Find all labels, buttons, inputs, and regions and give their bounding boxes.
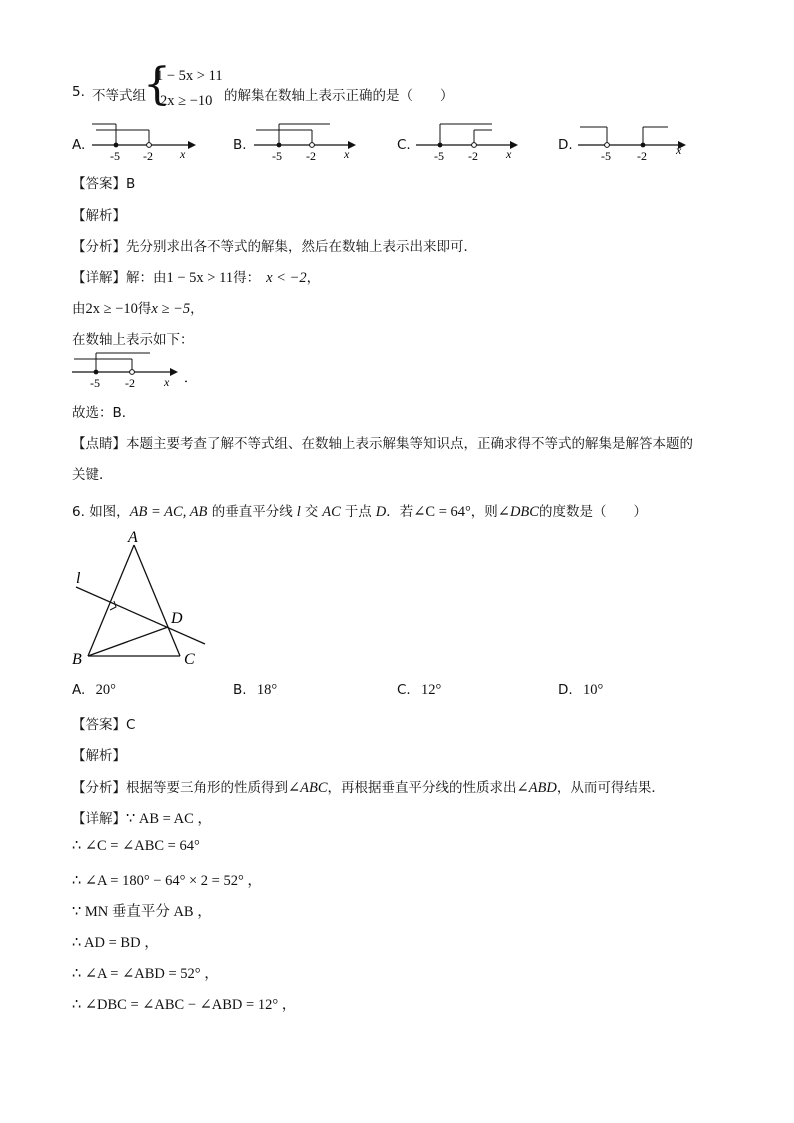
q5-prompt-suffix: 的解集在数轴上表示正确的是（ ） — [224, 88, 454, 104]
q6-option-b-letter: B. — [233, 682, 247, 698]
q6-label-b: B — [72, 651, 82, 668]
q6-prompt-f: AC — [322, 504, 341, 520]
q5-solution-tick-left: -5 — [90, 376, 100, 390]
q5-dianjing-tag: 【点睛】 — [72, 436, 126, 452]
q5-option-b-tick-right: -2 — [306, 149, 316, 163]
q5-answer: B — [126, 176, 136, 192]
q5-step2-e: ， — [190, 301, 204, 317]
q5-dianjing-line2: 关键． — [72, 467, 113, 483]
q6-detail-0: ∵ AB = AC ， — [126, 811, 212, 827]
q5-option-a-tick-right: -2 — [143, 149, 153, 163]
q6-fenxi-c: ，再根据垂直平分线的性质求出 — [327, 780, 517, 796]
q5-step2-d: x ≥ −5 — [151, 301, 191, 317]
q5-choose: 故选：B． — [72, 405, 136, 421]
q5-step2-c: 得 — [137, 301, 152, 317]
q6-option-c-letter: C. — [397, 682, 411, 698]
q6-prompt-l: ∠DBC — [497, 504, 539, 520]
bisector-line-l — [76, 587, 205, 644]
q5-solution-number-line — [66, 348, 206, 392]
q5-system-brace: { — [143, 59, 171, 110]
q5-option-b-number-line — [248, 118, 368, 164]
q5-option-d-var: x — [676, 143, 682, 157]
q5-fenxi: 先分别求出各不等式的解集，然后在数轴上表示出来即可． — [126, 239, 477, 255]
q6-analysis-tag: 【解析】 — [72, 748, 126, 764]
q6-prompt-c: 的垂直平分线 — [211, 504, 293, 520]
q5-option-a-var: x — [180, 147, 186, 161]
q5-solution-var: x — [164, 375, 170, 389]
q6-prompt-h: D — [375, 504, 387, 520]
q6-fenxi-line — [72, 776, 665, 797]
q5-step2-b: 2x ≥ −10 — [85, 301, 138, 317]
q6-fenxi-d: ∠ABD — [516, 780, 557, 796]
q5-option-d-number-line — [574, 118, 694, 164]
q6-label-c: C — [184, 651, 195, 668]
q6-prompt — [72, 500, 647, 521]
q5-xiangjie-tag: 【详解】 — [72, 270, 126, 286]
q6-prompt-d: l — [296, 504, 301, 520]
q5-step1-d: x < −2 — [266, 270, 307, 286]
q6-prompt-j: ∠C = 64° — [413, 504, 471, 520]
segment-bd — [88, 627, 168, 656]
q5-option-a-number-line — [84, 118, 204, 164]
q5-option-d-tick-left: -5 — [601, 149, 611, 163]
q6-fenxi-a: 根据等要三角形的性质得到 — [126, 780, 288, 796]
q6-label-a: A — [128, 529, 138, 546]
q6-detail-2: ∴ ∠A = 180° − 64° × 2 = 52° ， — [72, 873, 262, 889]
q6-number: 6. — [72, 504, 85, 520]
q6-answer-tag: 【答案】 — [72, 717, 126, 733]
q6-detail-line-1 — [72, 807, 212, 828]
q6-prompt-i: ．若 — [386, 504, 414, 520]
q5-solution-end: ． — [184, 370, 198, 385]
q5-option-c-number-line — [410, 118, 530, 164]
q6-prompt-a: 如图， — [89, 504, 130, 520]
q6-fenxi-e: ，从而可得结果． — [556, 780, 665, 796]
q5-option-a-tick-left: -5 — [110, 149, 120, 163]
q6-option-c-value: 12° — [421, 682, 442, 698]
q6-fenxi-b: ∠ABC — [288, 780, 328, 796]
q6-detail-4: ∴ AD = BD ， — [72, 935, 159, 951]
q5-prompt-prefix: 不等式组 — [92, 88, 146, 104]
q5-option-d-letter: D. — [558, 137, 573, 153]
q5-number: 5. — [72, 84, 85, 100]
q6-option-c — [397, 682, 441, 699]
q5-ineq1: 1 − 5x > 11 — [156, 68, 223, 84]
q5-step1-line — [72, 266, 320, 287]
q5-fenxi-line — [72, 235, 477, 255]
q6-option-b — [233, 682, 277, 699]
q6-prompt-b: AB = AC, AB — [129, 504, 208, 520]
q5-step2-a: 由 — [72, 301, 86, 317]
side-ac — [134, 545, 180, 656]
q6-option-d-value: 10° — [582, 682, 604, 698]
q5-option-c-letter: C. — [397, 137, 411, 153]
q5-dianjing-text1: 本题主要考查了解不等式组、在数轴上表示解集等知识点，正确求得不等式的解集是解答本题的 — [126, 436, 693, 452]
side-ab — [88, 545, 134, 656]
q6-fenxi-tag: 【分析】 — [72, 780, 126, 796]
q5-step1-a: 解：由 — [126, 270, 167, 286]
q5-answer-tag: 【答案】 — [72, 176, 126, 192]
q5-option-c-var: x — [506, 147, 512, 161]
q6-detail-3: ∵ MN 垂直平分 AB ， — [72, 904, 212, 920]
q5-option-d-tick-right: -2 — [637, 149, 647, 163]
q5-analysis-tag: 【解析】 — [72, 208, 126, 224]
q6-prompt-e: 交 — [304, 504, 319, 520]
q5-option-b-var: x — [344, 147, 350, 161]
q6-option-d-letter: D. — [558, 682, 573, 698]
q6-label-l: l — [76, 570, 81, 587]
q6-option-a-letter: A. — [72, 682, 86, 698]
q5-option-c-tick-right: -2 — [468, 149, 478, 163]
q6-label-d: D — [171, 610, 183, 627]
q6-prompt-m: 的度数是（ ） — [538, 504, 647, 520]
q5-step1-b: 1 − 5x > 11 — [166, 270, 234, 286]
q5-option-b-tick-left: -5 — [272, 149, 282, 163]
q5-option-c-tick-left: -5 — [434, 149, 444, 163]
q5-ineq2: 2x ≥ −10 — [160, 93, 213, 109]
q6-answer-line — [72, 713, 135, 733]
q5-step3: 在数轴上表示如下： — [72, 332, 194, 348]
q6-detail-1: ∴ ∠C = ∠ABC = 64° — [72, 838, 200, 854]
q6-option-d — [558, 682, 603, 699]
q6-detail-6: ∴ ∠DBC = ∠ABC − ∠ABD = 12° ， — [72, 997, 297, 1013]
q5-fenxi-tag: 【分析】 — [72, 239, 126, 255]
q6-option-a — [72, 682, 116, 699]
q5-solution-tick-right: -2 — [125, 376, 135, 390]
q5-option-b-letter: B. — [233, 137, 247, 153]
q6-prompt-k: ，则 — [470, 504, 498, 520]
q5-step1-e: ， — [306, 270, 321, 286]
q6-option-a-value: 20° — [95, 682, 116, 698]
q5-answer-line — [72, 172, 135, 192]
q6-xiangjie-tag: 【详解】 — [72, 811, 126, 827]
q5-step2-line — [72, 297, 204, 318]
q6-answer: C — [126, 717, 136, 733]
q6-option-b-value: 18° — [256, 682, 278, 698]
q6-prompt-g: 于点 — [344, 504, 372, 520]
q6-detail-5: ∴ ∠A = ∠ABD = 52° ， — [72, 966, 219, 982]
q5-dianjing-line1 — [72, 432, 693, 452]
q5-option-a-letter: A. — [72, 137, 86, 153]
q6-triangle-figure — [62, 528, 222, 674]
q5-step1-c: 得： — [233, 270, 261, 286]
